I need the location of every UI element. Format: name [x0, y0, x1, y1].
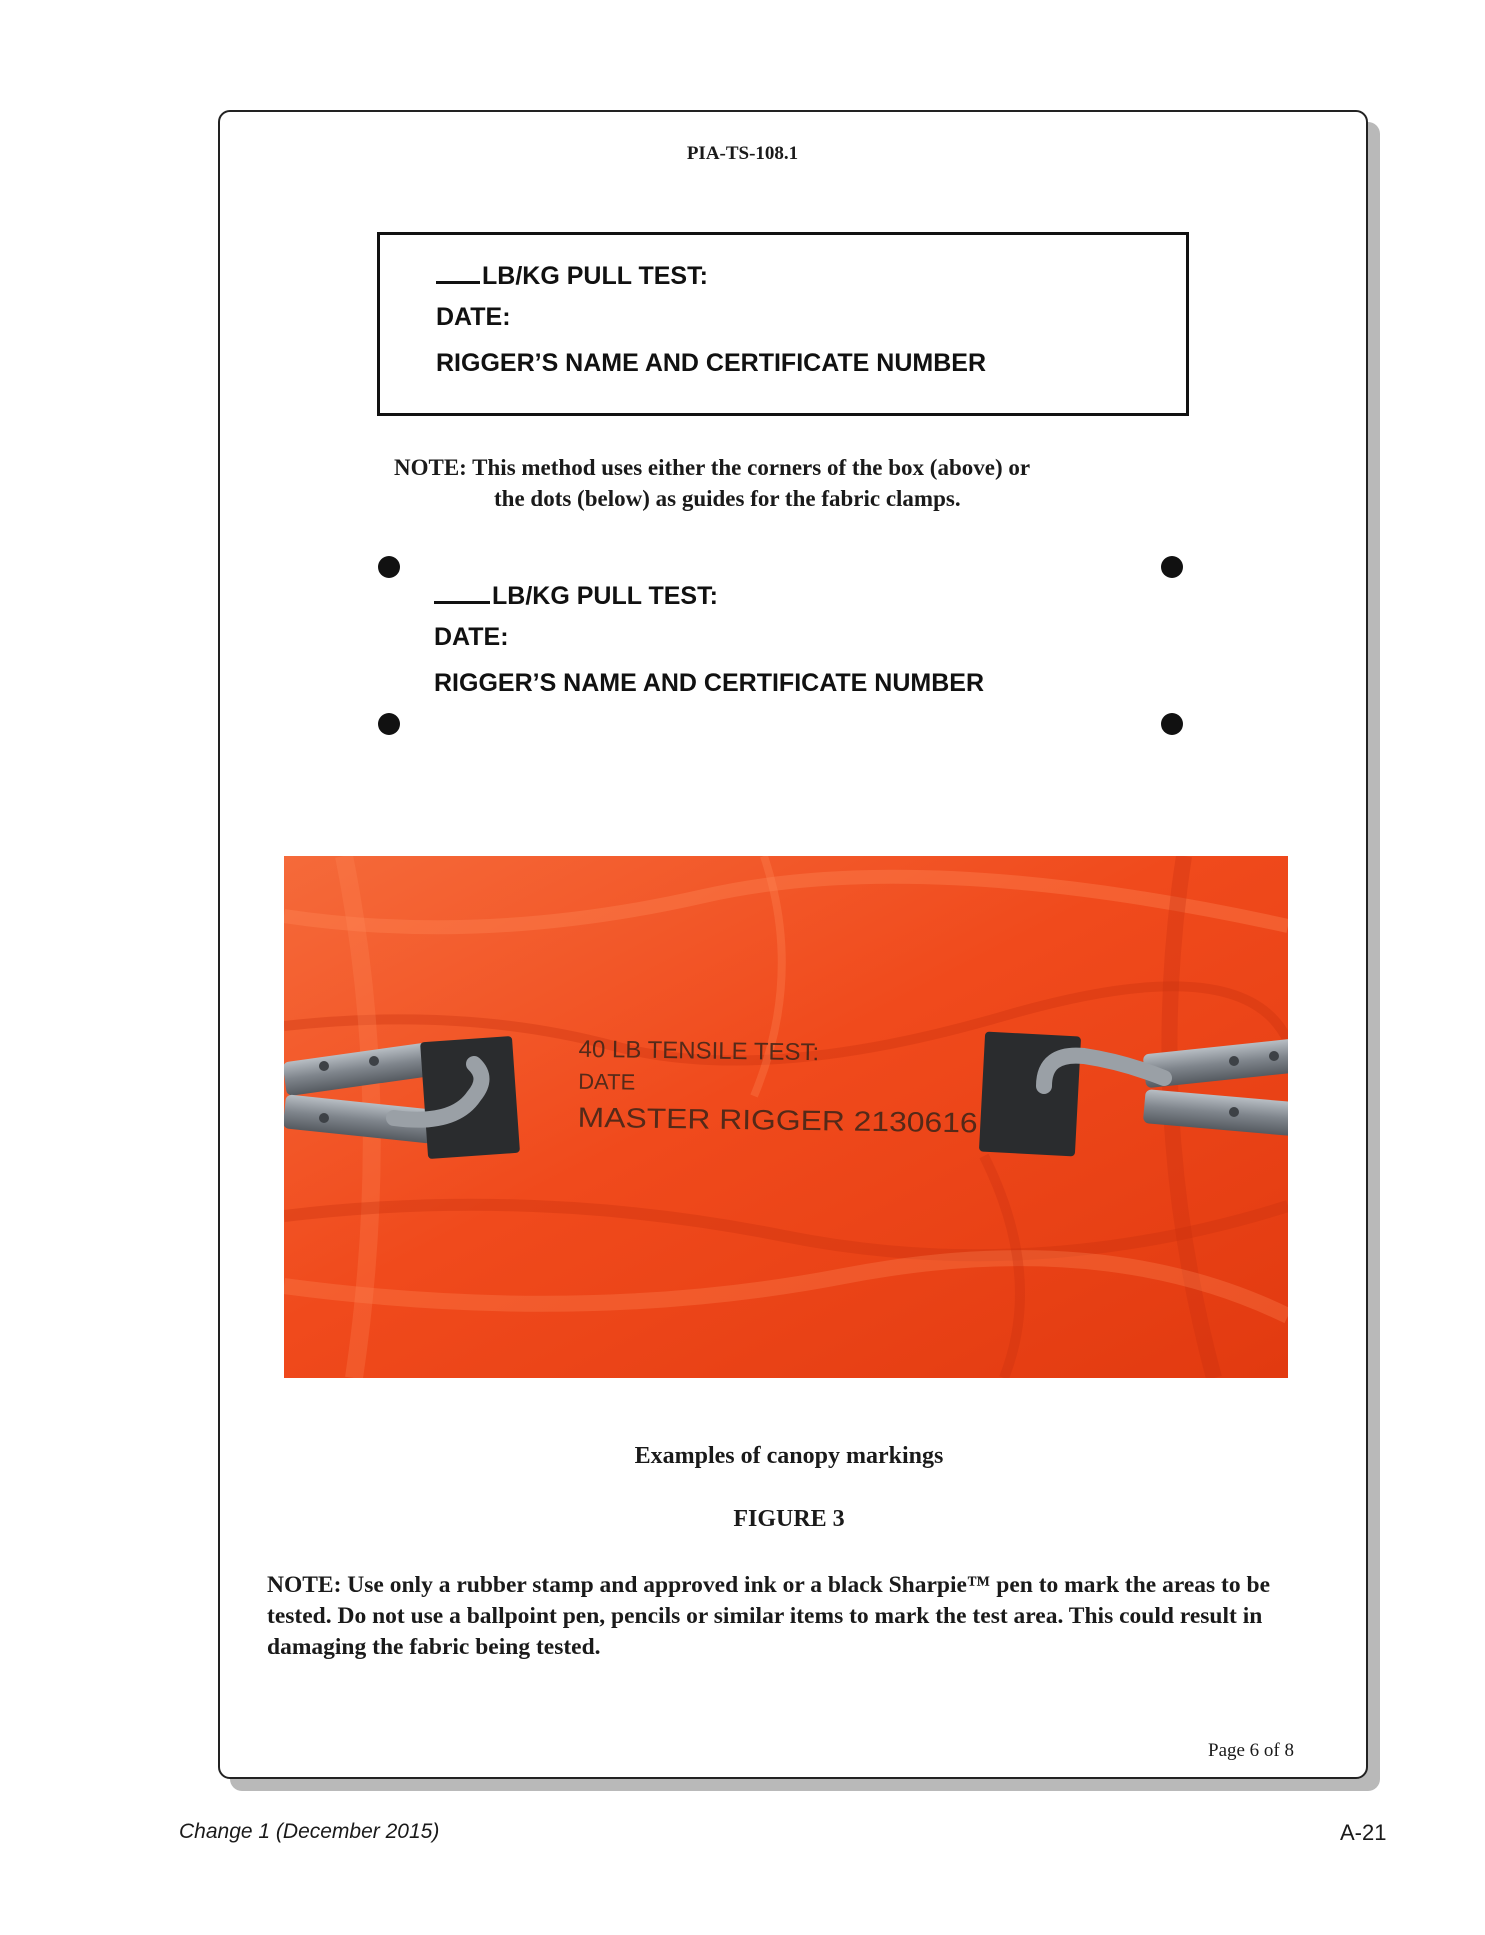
box-label-line1: LB/KG PULL TEST: — [436, 257, 708, 291]
footer-page-ref: A-21 — [1340, 1820, 1387, 1845]
dot-label-line2: DATE: — [434, 623, 509, 651]
stamp-line1: 40 LB TENSILE TEST: — [578, 1035, 820, 1067]
guide-dot-bottom-left — [378, 713, 400, 735]
note1-line1: NOTE: This method uses either the corners of the box (above) or — [394, 455, 1031, 480]
note-marking-instructions: NOTE: Use only a rubber stamp and approved ink or a black Sharpie™ pen to mark the areas to be tested. Do not use a ballpoint pen, pencils or similar items to mark the test area. This could result in damaging the fabric being tested. — [267, 1572, 1270, 1660]
note-clamp-guides — [394, 452, 1030, 514]
guide-dot-top-left — [378, 556, 400, 578]
stamp-line2: DATE — [578, 1068, 636, 1095]
figure-caption: Examples of canopy markings — [634, 1443, 944, 1469]
note1-line2: the dots (below) as guides for the fabric clamps. — [494, 486, 961, 511]
guide-dot-bottom-right — [1161, 713, 1183, 735]
page-number: Page 6 of 8 — [1208, 1740, 1295, 1761]
box-label-line2: DATE: — [436, 303, 511, 331]
dot-label-line1: LB/KG PULL TEST: — [434, 577, 718, 611]
guide-dot-top-right — [1161, 556, 1183, 578]
box-label-line3: RIGGER’S NAME AND CERTIFICATE NUMBER — [436, 349, 986, 377]
blank-line — [436, 257, 480, 284]
canopy-marking-photo — [284, 856, 1288, 1378]
document-id: PIA-TS-108.1 — [686, 143, 799, 164]
figure-number: FIGURE 3 — [733, 1506, 845, 1532]
blank-line — [434, 577, 490, 604]
footer-change-note: Change 1 (December 2015) — [179, 1820, 440, 1843]
dot-label-line3: RIGGER’S NAME AND CERTIFICATE NUMBER — [434, 669, 984, 697]
stamp-line3: MASTER RIGGER 2130616 — [577, 1101, 930, 1138]
